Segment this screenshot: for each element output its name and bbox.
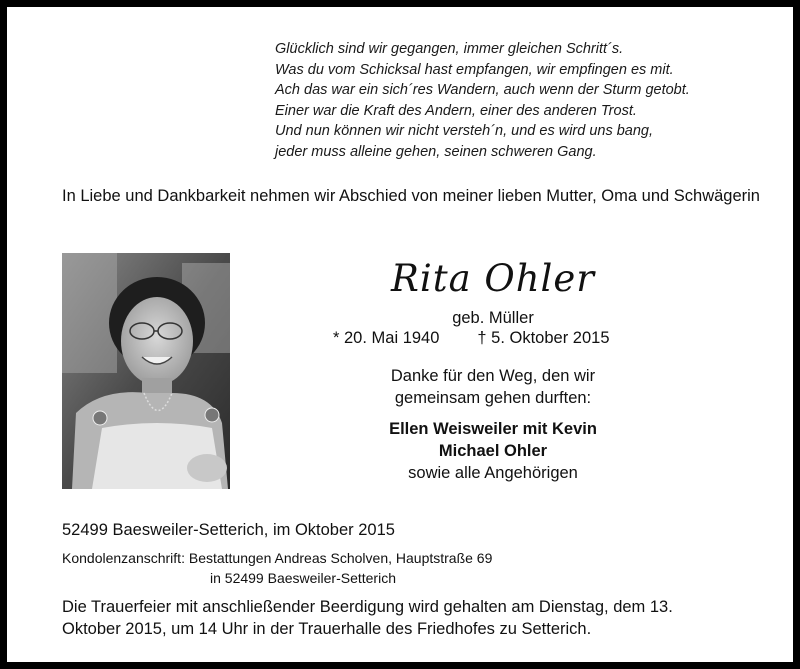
- poem-line: Einer war die Kraft des Andern, einer des anderen Trost.: [275, 102, 637, 119]
- place-date: 52499 Baesweiler-Setterich, im Oktober 2015: [62, 521, 395, 539]
- poem-line: Und nun können wir nicht versteh´n, und es wird uns bang,: [275, 123, 654, 140]
- mourner-line: Michael Ohler: [438, 442, 548, 460]
- poem-line: jeder muss alleine gehen, seinen schweren Gang.: [275, 143, 597, 160]
- poem-line: Ach das war ein sich´res Wandern, auch wenn der Sturm getobt.: [275, 82, 690, 99]
- poem: [275, 39, 690, 163]
- deceased-name: Rita Ohler: [391, 257, 595, 300]
- mourner-line: Ellen Weisweiler mit Kevin: [389, 420, 597, 438]
- ceremony-line: Die Trauerfeier mit anschließender Beerdigung wird gehalten am Dienstag, dem 13.: [62, 598, 673, 616]
- poem-line: Glücklich sind wir gegangen, immer gleichen Schritt´s.: [275, 41, 624, 57]
- portrait-photo: [62, 253, 230, 489]
- relatives-text: sowie alle Angehörigen: [408, 464, 578, 482]
- poem-line: Was du vom Schicksal hast empfangen, wir empfingen es mit.: [275, 61, 674, 78]
- death-date: † 5. Oktober 2015: [477, 329, 610, 347]
- ceremony-info: [62, 596, 782, 640]
- condolence-line-1: Kondolenzanschrift: Bestattungen Andreas Scholven, Hauptstraße 69: [62, 550, 493, 566]
- birth-date: * 20. Mai 1940: [333, 329, 440, 347]
- condolence-address: [62, 548, 492, 588]
- thanks-text: [307, 365, 679, 409]
- ceremony-line: Oktober 2015, um 14 Uhr in der Trauerhalle des Friedhofes zu Setterich.: [62, 620, 592, 638]
- mourners-names: [307, 418, 679, 462]
- intro-text: In Liebe und Dankbarkeit nehmen wir Abschied von meiner lieben Mutter, Oma und Schwägerin: [62, 187, 760, 205]
- life-dates: [333, 327, 610, 349]
- condolence-line-2: in 52499 Baesweiler-Setterich: [210, 570, 396, 586]
- thanks-line: gemeinsam gehen durften:: [394, 389, 592, 407]
- thanks-line: Danke für den Weg, den wir: [390, 367, 596, 385]
- birth-name: geb. Müller: [452, 309, 534, 327]
